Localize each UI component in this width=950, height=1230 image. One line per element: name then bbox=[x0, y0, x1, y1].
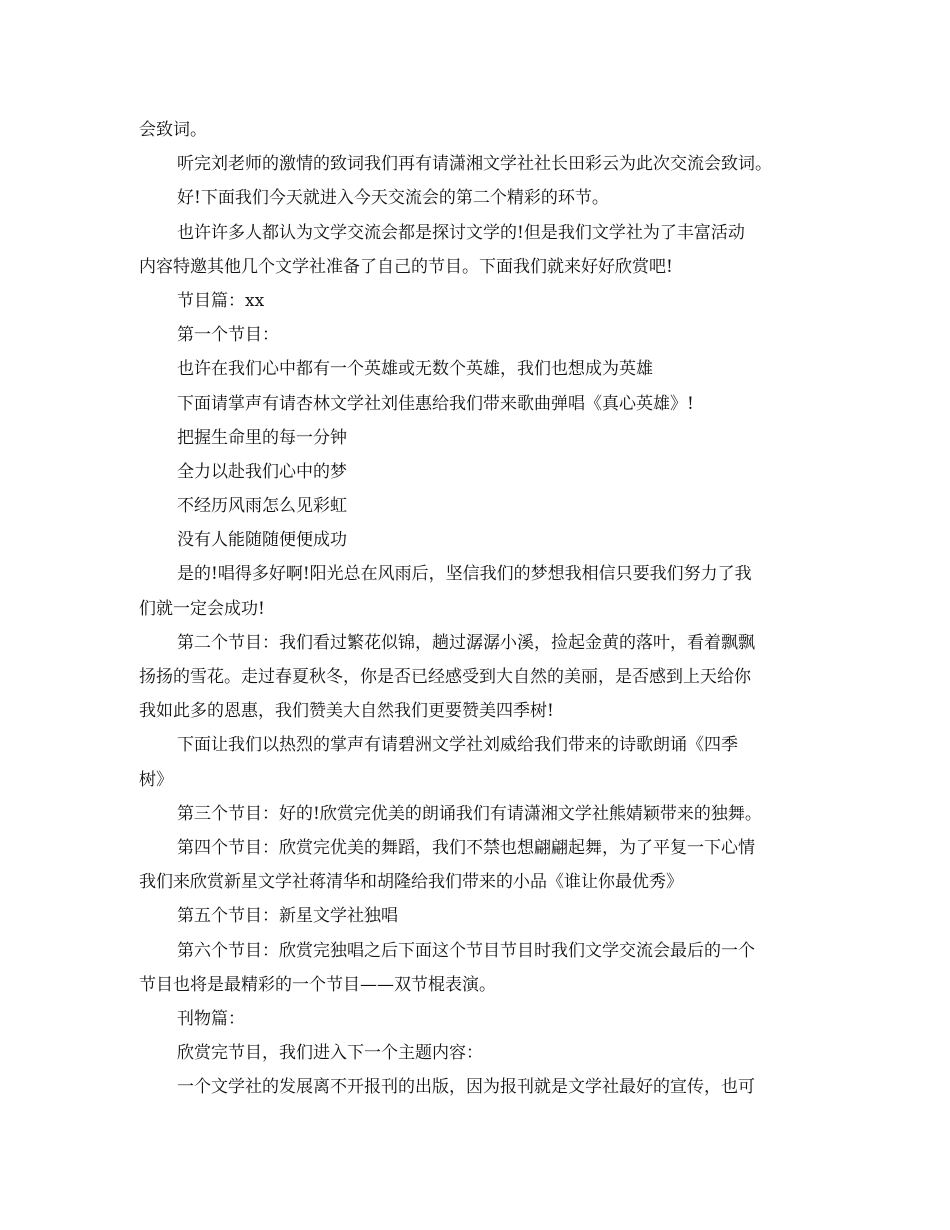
text-line: 第四个节目：欣赏完优美的舞蹈，我们不禁也想翩翩起舞，为了平复一下心情 bbox=[177, 837, 755, 858]
lyric-line: 没有人能随随便便成功 bbox=[177, 530, 347, 551]
text-line: 第二个节目：我们看过繁花似锦，趟过潺潺小溪，捡起金黄的落叶，看着飘飘 bbox=[177, 632, 755, 653]
text-line: 欣赏完节目，我们进入下一个主题内容： bbox=[177, 1043, 483, 1064]
text-line: 是的!唱得多好啊!阳光总在风雨后，坚信我们的梦想我相信只要我们努力了我 bbox=[177, 564, 752, 585]
text-line: 好!下面我们今天就进入今天交流会的第二个精彩的环节。 bbox=[177, 188, 609, 209]
text-line: 一个文学社的发展离不开报刊的出版，因为报刊就是文学社最好的宣传，也可 bbox=[177, 1077, 755, 1098]
document-body bbox=[139, 113, 819, 1104]
text-line: 树》 bbox=[139, 769, 173, 790]
text-line: 第一个节目： bbox=[177, 325, 279, 346]
text-line: 扬扬的雪花。走过春夏秋冬，你是否已经感受到大自然的美丽，是否感到上天给你 bbox=[139, 667, 751, 687]
text-line: 第五个节目：新星文学社独唱 bbox=[177, 906, 398, 927]
text-line: 节目也将是最精彩的一个节目——双节棍表演。 bbox=[139, 974, 496, 995]
lyric-line: 全力以赴我们心中的梦 bbox=[177, 461, 347, 482]
text-line: 也许许多人都认为文学交流会都是探讨文学的!但是我们文学社为了丰富活动 bbox=[177, 222, 745, 243]
text-line: 内容特邀其他几个文学社准备了自己的节目。下面我们就来好好欣赏吧! bbox=[139, 256, 673, 277]
text-line: 我们来欣赏新星文学社蒋清华和胡隆给我们带来的小品《谁让你最优秀》 bbox=[139, 872, 683, 893]
text-line: 也许在我们心中都有一个英雄或无数个英雄，我们也想成为英雄 bbox=[177, 359, 653, 380]
text-line: 第六个节目：欣赏完独唱之后下面这个节目节目时我们文学交流会最后的一个 bbox=[177, 940, 755, 961]
lyric-line: 不经历风雨怎么见彩虹 bbox=[177, 496, 347, 517]
text-line: 下面让我们以热烈的掌声有请碧洲文学社刘威给我们带来的诗歌朗诵《四季 bbox=[177, 735, 738, 756]
section-heading: 刊物篇： bbox=[177, 1008, 245, 1029]
text-line: 我如此多的恩惠，我们赞美大自然我们更要赞美四季树! bbox=[139, 701, 554, 722]
text-line: 们就一定会成功! bbox=[139, 598, 265, 619]
text-line: 下面请掌声有请杏林文学社刘佳惠给我们带来歌曲弹唱《真心英雄》! bbox=[177, 393, 694, 414]
lyric-line: 把握生命里的每一分钟 bbox=[177, 427, 347, 448]
text-line: 听完刘老师的激情的致词我们再有请潇湘文学社社长田彩云为此次交流会致词。 bbox=[177, 154, 772, 175]
section-heading: 节目篇：xx bbox=[177, 290, 265, 311]
text-line: 会致词。 bbox=[139, 120, 207, 140]
text-line: 第三个节目：好的!欣赏完优美的朗诵我们有请潇湘文学社熊婧颖带来的独舞。 bbox=[177, 803, 762, 824]
